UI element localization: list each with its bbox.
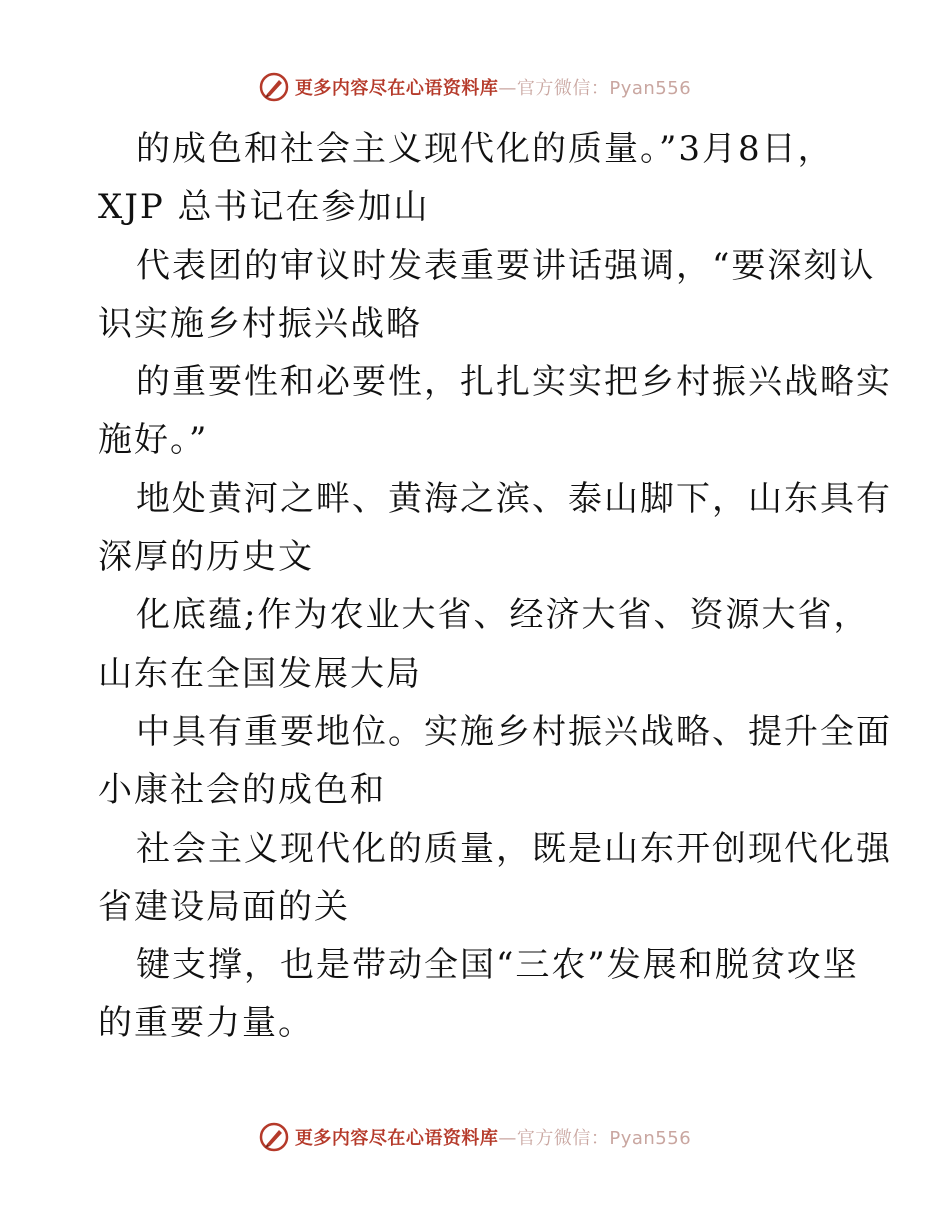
text-line: 施好。” bbox=[98, 420, 209, 461]
document-body bbox=[98, 120, 892, 1053]
text-line: 社会主义现代化的质量，既是山东开创现代化强 bbox=[136, 828, 892, 869]
watermark-text: 更多内容尽在心语资料库—官方微信：Pyan556 bbox=[294, 1128, 692, 1149]
watermark-text: 更多内容尽在心语资料库—官方微信：Pyan556 bbox=[294, 78, 692, 99]
text-line: 的成色和社会主义现代化的质量。”3月8日， bbox=[136, 129, 834, 169]
text-line: 化底蕴;作为农业大省、经济大省、资源大省， bbox=[136, 595, 870, 636]
text-line: 山东在全国发展大局 bbox=[98, 653, 422, 694]
text-line: 深厚的历史文 bbox=[98, 537, 314, 578]
text-line: 的重要性和必要性，扎扎实实把乡村振兴战略实 bbox=[136, 362, 892, 403]
quill-logo-icon bbox=[259, 72, 289, 102]
text-line: 代表团的审议时发表重要讲话强调，“要深刻认 bbox=[136, 245, 876, 286]
quill-logo-icon bbox=[259, 1122, 289, 1152]
header-watermark bbox=[0, 72, 950, 102]
text-line: 的重要力量。 bbox=[98, 1003, 314, 1044]
text-line: 地处黄河之畔、黄海之滨、泰山脚下，山东具有 bbox=[136, 478, 892, 519]
text-line: 小康社会的成色和 bbox=[98, 770, 386, 811]
text-line: XJP 总书记在参加山 bbox=[98, 187, 430, 228]
text-line: 键支撑，也是带动全国“三农”发展和脱贫攻坚 bbox=[136, 945, 859, 986]
footer-watermark bbox=[0, 1122, 950, 1152]
text-line: 省建设局面的关 bbox=[98, 886, 350, 927]
text-line: 中具有重要地位。实施乡村振兴战略、提升全面 bbox=[136, 711, 892, 752]
text-line: 识实施乡村振兴战略 bbox=[98, 303, 422, 344]
